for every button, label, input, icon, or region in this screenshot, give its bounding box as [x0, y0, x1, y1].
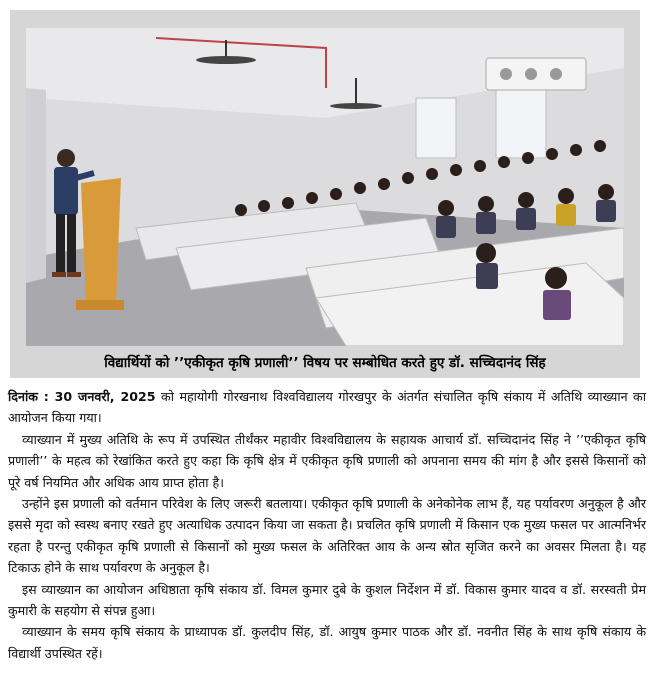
dateline: दिनांक : 30 जनवरी, 2025 — [8, 389, 156, 404]
article-paragraph: इस व्याख्यान का आयोजन अधिष्ठाता कृषि संकाय डॉ. विमल कुमार दुबे के कुशल निर्देशन में डॉ. विकास कुमार यादव व डॉ. सरस्वती प्रेम कुमारी के सहयोग से संपन्न हुआ। — [8, 581, 646, 619]
article-paragraph — [8, 386, 646, 429]
caption-bar — [10, 346, 640, 378]
classroom-illustration — [26, 28, 624, 346]
lecture-photo — [26, 28, 624, 346]
article-paragraph: व्याख्यान के समय कृषि संकाय के प्राध्यापक डॉ. कुलदीप सिंह, डॉ. आयुष कुमार पाठक और डॉ. नवनीत सिंह के साथ कृषि संकाय के विद्यार्थी उपस्थित रहें। — [8, 624, 646, 661]
article-paragraph: व्याख्यान में मुख्य अतिथि के रूप में उपस्थित तीर्थंकर महावीर विश्वविद्यालय के सहायक आचार्य डॉ. सच्चिदानंद सिंह ने ’’एकीकृत कृषि प्रणाली’’ के महत्व को रेखांकित करते हुए कहा कि कृषि क्षेत्र में एकीकृत कृषि प्रणाली को अपनाना समय की मांग है और इससे किसानों को पूरे वर्ष नियमित और अधिक आय प्राप्त होता है। — [8, 431, 647, 490]
paragraph-text: को महायोगी गोरखनाथ विश्वविद्यालय गोरखपुर के अंतर्गत संचालित कृषि संकाय में अतिथि व्याख्यान का आयोजन किया गया। — [8, 389, 646, 426]
photo-caption: विद्यार्थियों को ’’एकीकृत कृषि प्रणाली’’ विषय पर सम्बोधित करते हुए डॉ. सच्चिदानंद सिंह — [104, 355, 546, 371]
photo-frame — [10, 10, 640, 346]
article-paragraph: उन्होंने इस प्रणाली को वर्तमान परिवेश के लिए जरूरी बतलाया। एकीकृत कृषि प्रणाली के अनेकोनेक लाभ हैं, यह पर्यावरण अनुकूल है और इससे मृदा को स्वस्थ बनाए रखते हुए अत्याधिक उत्पादन किया जा सकता है। प्रचलित कृषि प्रणाली में किसान एक मुख्य फसल पर आत्मनिर्भर रहता है परन्तु एकीकृत कृषि प्रणाली से किसानों को मुख्य फसल के अतिरिक्त आय के अन्य स्रोत सृजित करने का अवसर मिलता है। यह टिकाऊ होने के साथ पर्यावरण के अनुकूल है। — [8, 496, 646, 576]
article-body — [8, 386, 646, 664]
